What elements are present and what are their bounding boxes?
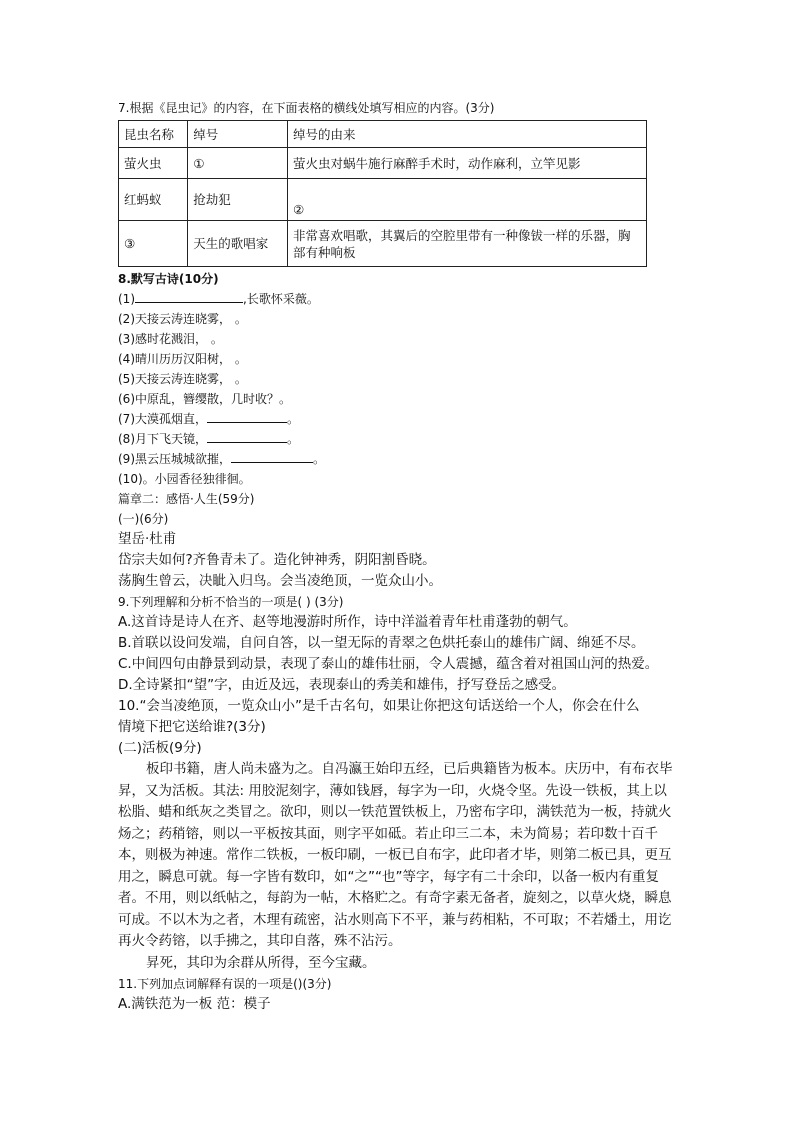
q10-title: 10.“会当凌绝顶，一览众山小”是千古名句，如果让你把这句话送给一个人，你会在什么 [118, 698, 640, 714]
answer-blank-2[interactable]: ② [287, 179, 646, 221]
part2-heading: 篇章二：感悟·人生(59分) [118, 492, 255, 506]
q9-title: 9.下列理解和分析不恰当的一项是( ) (3分) [118, 595, 344, 609]
fill-blank[interactable] [135, 289, 243, 303]
item-text: 。 [287, 412, 300, 426]
poem-line: 荡胸生曾云，决眦入归鸟。会当凌绝顶，一览众山小。 [118, 573, 442, 589]
q10-title-cont: 情境下把它送给谁?(3分) [118, 719, 266, 735]
answer-blank-3[interactable]: ③ [119, 221, 188, 267]
table-cell: 抢劫犯 [188, 179, 288, 221]
poem-recite-item-8 [118, 429, 678, 449]
q9-option-b[interactable]: B.首联以设问发端，自问自答，以一望无际的青翠之色烘托泰山的雄伟广阔、绵延不尽。 [118, 635, 645, 651]
table-cell: 红蚂蚁 [119, 179, 188, 221]
q9-option-c[interactable]: C.中间四句由静景到动景，表现了泰山的雄伟壮丽，令人震撼，蕴含着对祖国山河的热爱。 [118, 656, 659, 672]
table-header-cell: 绰号 [188, 121, 288, 148]
item-text: (7)大漠孤烟直， [118, 412, 207, 426]
item-text: 。 [287, 432, 300, 446]
item-number: (1) [118, 292, 135, 306]
item-text: ,长歌怀采薇。 [243, 292, 319, 306]
fill-blank[interactable] [207, 409, 287, 423]
item-text: 。 [313, 452, 326, 466]
q8-title: 8.默写古诗(10分) [118, 272, 219, 286]
fill-blank[interactable] [207, 429, 287, 443]
poem-title: 望岳·杜甫 [118, 531, 177, 547]
answer-blank-1[interactable]: ① [188, 148, 288, 179]
table-row [119, 148, 647, 179]
item-text: (8)月下飞天镜， [118, 432, 207, 446]
poem-recite-item-6: (6)中原乱，簪缨散，几时收？。 [118, 392, 291, 406]
table-row [119, 179, 647, 221]
table-cell: 非常喜欢唱歌，其翼后的空腔里带有一种像钹一样的乐器，胸部有种响板 [287, 221, 646, 267]
q7-title: 7.根据《昆虫记》的内容，在下面表格的横线处填写相应的内容。(3分) [118, 101, 495, 115]
table-cell: 萤火虫 [119, 148, 188, 179]
q11-option-a[interactable]: A.满铁范为一板 范：模子 [118, 995, 271, 1012]
poem-recite-item-7 [118, 409, 678, 429]
section-one-heading: (一)(6分) [118, 512, 169, 526]
poem-recite-item-2: (2)天接云涛连晓雾， 。 [118, 312, 247, 326]
poem-recite-item-5: (5)天接云涛连晓雾， 。 [118, 372, 247, 386]
section-two-heading: (二)活板(9分) [118, 740, 202, 756]
item-text: (9)黑云压城城欲摧， [118, 452, 231, 466]
poem-recite-item-4: (4)晴川历历汉阳树， 。 [118, 352, 247, 366]
poem-recite-item-9 [118, 449, 678, 469]
poem-recite-item-3: (3)感时花溅泪， 。 [118, 332, 223, 346]
passage-paragraph-1: 板印书籍，唐人尚未盛为之。自冯瀛王始印五经，已后典籍皆为板本。庆历中，有布衣毕昇，又为活板。其法: 用胶泥刻字，薄如钱唇，每字为一印，火烧令坚。先设一铁板，其上以松脂、蜡和纸灰之类冒之。欲印，则以一铁范置铁板上，乃密布字印，满铁范为一板，持就火炀之；药稍镕，则以一平板按其面，则字平如砥。若止印三二本，未为简易；若印数十百千本，则极为神速。常作二铁板，一板印刷，一板已自布字，此印者才毕，则第二板已具，更互用之，瞬息可就。每一字皆有数印，如“之”“也”等字，每字有二十余印，以备一板内有重复者。不用，则以纸帖之，每韵为一帖，木格贮之。有奇字素无备者，旋刻之，以草火烧，瞬息可成。不以木为之者，木理有疏密，沾水则高下不平，兼与药相粘，不可取；不若燔土，用讫再火令药镕，以手拂之，其印自落，殊不沾污。 [118, 761, 673, 949]
q9-option-a[interactable]: A.这首诗是诗人在齐、赵等地漫游时所作，诗中洋溢着青年杜甫蓬勃的朝气。 [118, 614, 577, 630]
table-header-cell: 昆虫名称 [119, 121, 188, 148]
poem-line: 岱宗夫如何?齐鲁青未了。造化钟神秀，阴阳割昏晓。 [118, 552, 436, 568]
table-cell: 萤火虫对蜗牛施行麻醉手术时，动作麻利，立竿见影 [287, 148, 646, 179]
poem-recite-item-1 [118, 289, 678, 309]
q7-table [118, 120, 647, 267]
q9-option-d[interactable]: D.全诗紧扣“望”字，由近及远，表现泰山的秀美和雄伟，抒写登岳之感受。 [118, 677, 566, 693]
exam-page [118, 98, 678, 1015]
poem-recite-item-10: (10)。小园香径独徘徊。 [118, 472, 251, 486]
table-header-row [119, 121, 647, 148]
table-row [119, 221, 647, 267]
table-header-cell: 绰号的由来 [287, 121, 646, 148]
fill-blank[interactable] [231, 449, 313, 463]
passage-paragraph-2: 昇死，其印为余群从所得，至今宝藏。 [146, 954, 376, 971]
q11-title: 11.下列加点词解释有误的一项是()(3分) [118, 976, 332, 991]
table-cell: 天生的歌唱家 [188, 221, 288, 267]
